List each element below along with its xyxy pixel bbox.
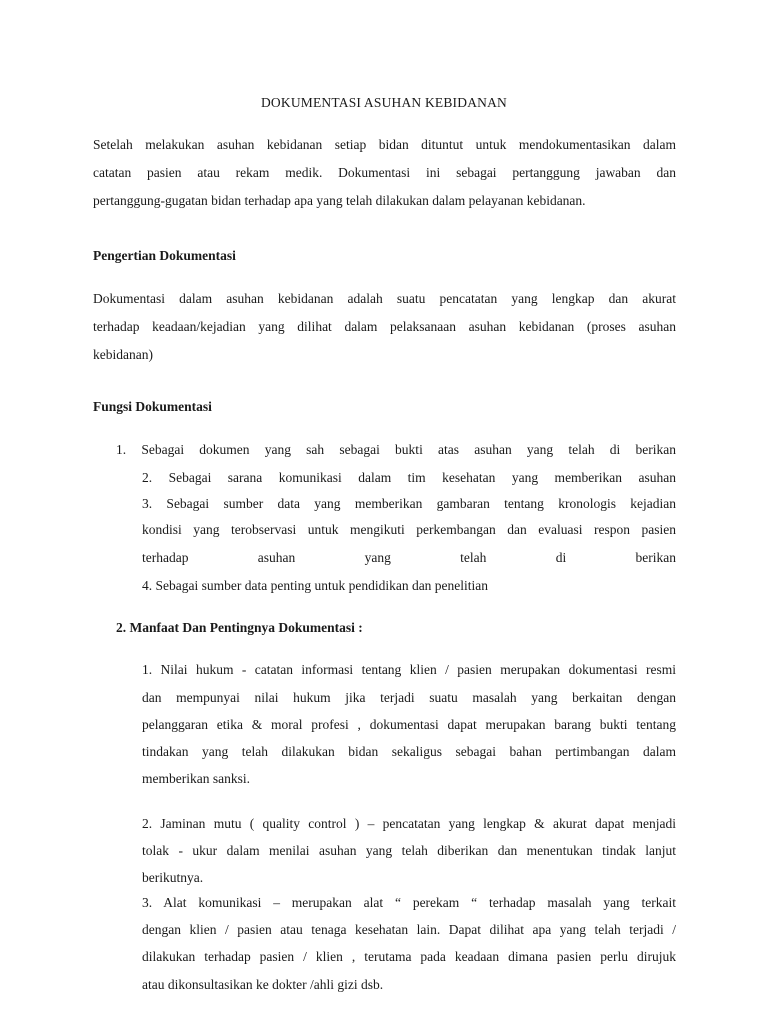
fungsi-item-1: 1. Sebagai dokumen yang sah sebagai bukti atas asuhan yang telah di berikan <box>116 442 676 457</box>
manfaat-p3-line-1: 3. Alat komunikasi – merupakan alat “ perekam “ terhadap masalah yang terkait <box>142 895 676 910</box>
pengertian-line-1: Dokumentasi dalam asuhan kebidanan adalah suatu pencatatan yang lengkap dan akurat <box>93 291 676 306</box>
manfaat-p1-line-4: tindakan yang telah dilakukan bidan sekaligus sebagai bahan pertimbangan dalam <box>142 744 676 759</box>
manfaat-p1-line-2: dan mempunyai nilai hukum jika terjadi suatu masalah yang berkaitan dengan <box>142 690 676 705</box>
intro-line-1: Setelah melakukan asuhan kebidanan setiap bidan dituntut untuk mendokumentasikan dalam <box>93 137 676 152</box>
manfaat-p2-line-1: 2. Jaminan mutu ( quality control ) – pencatatan yang lengkap & akurat dapat menjadi <box>142 816 676 831</box>
manfaat-p3-line-3: dilakukan terhadap pasien / klien , terutama pada keadaan dimana pasien perlu dirujuk <box>142 949 676 964</box>
manfaat-p3-line-2: dengan klien / pasien atau tenaga kesehatan lain. Dapat dilihat apa yang telah terjadi / <box>142 922 676 937</box>
fungsi-item-2: 2. Sebagai sarana komunikasi dalam tim kesehatan yang memberikan asuhan <box>142 470 676 485</box>
fungsi-item-3: 3. Sebagai sumber data yang memberikan gambaran tentang kronologis kejadian <box>142 496 676 511</box>
section-heading-pengertian: Pengertian Dokumentasi <box>93 248 236 263</box>
intro-line-3: pertanggung-gugatan bidan terhadap apa yang telah dilakukan dalam pelayanan kebidanan. <box>93 193 586 208</box>
manfaat-p3-line-4: atau dikonsultasikan ke dokter /ahli gizi dsb. <box>142 977 384 992</box>
fungsi-item-4: 4. Sebagai sumber data penting untuk pendidikan dan penelitian <box>142 578 489 593</box>
section-heading-manfaat: 2. Manfaat Dan Pentingnya Dokumentasi : <box>116 620 363 635</box>
manfaat-p1-line-5: memberikan sanksi. <box>142 771 250 786</box>
pengertian-line-2: terhadap keadaan/kejadian yang dilihat dalam pelaksanaan asuhan kebidanan (proses asuhan <box>93 319 676 334</box>
fungsi-item-3-cont-2: terhadap asuhan yang telah di berikan <box>142 550 676 565</box>
document-title: DOKUMENTASI ASUHAN KEBIDANAN <box>260 95 508 110</box>
fungsi-item-3-cont-1: kondisi yang terobservasi untuk mengikuti perkembangan dan evaluasi respon pasien <box>142 522 676 537</box>
section-heading-fungsi: Fungsi Dokumentasi <box>93 399 212 414</box>
manfaat-p2-line-3: berikutnya. <box>142 870 204 885</box>
manfaat-p1-line-3: pelanggaran etika & moral profesi , dokumentasi dapat merupakan barang bukti tentang <box>142 717 676 732</box>
manfaat-p1-line-1: 1. Nilai hukum - catatan informasi tentang klien / pasien merupakan dokumentasi resmi <box>142 662 676 677</box>
pengertian-line-3: kebidanan) <box>93 347 153 362</box>
intro-line-2: catatan pasien atau rekam medik. Dokumentasi ini sebagai pertanggung jawaban dan <box>93 165 676 180</box>
manfaat-p2-line-2: tolak - ukur dalam menilai asuhan yang telah diberikan dan menentukan tindak lanjut <box>142 843 676 858</box>
